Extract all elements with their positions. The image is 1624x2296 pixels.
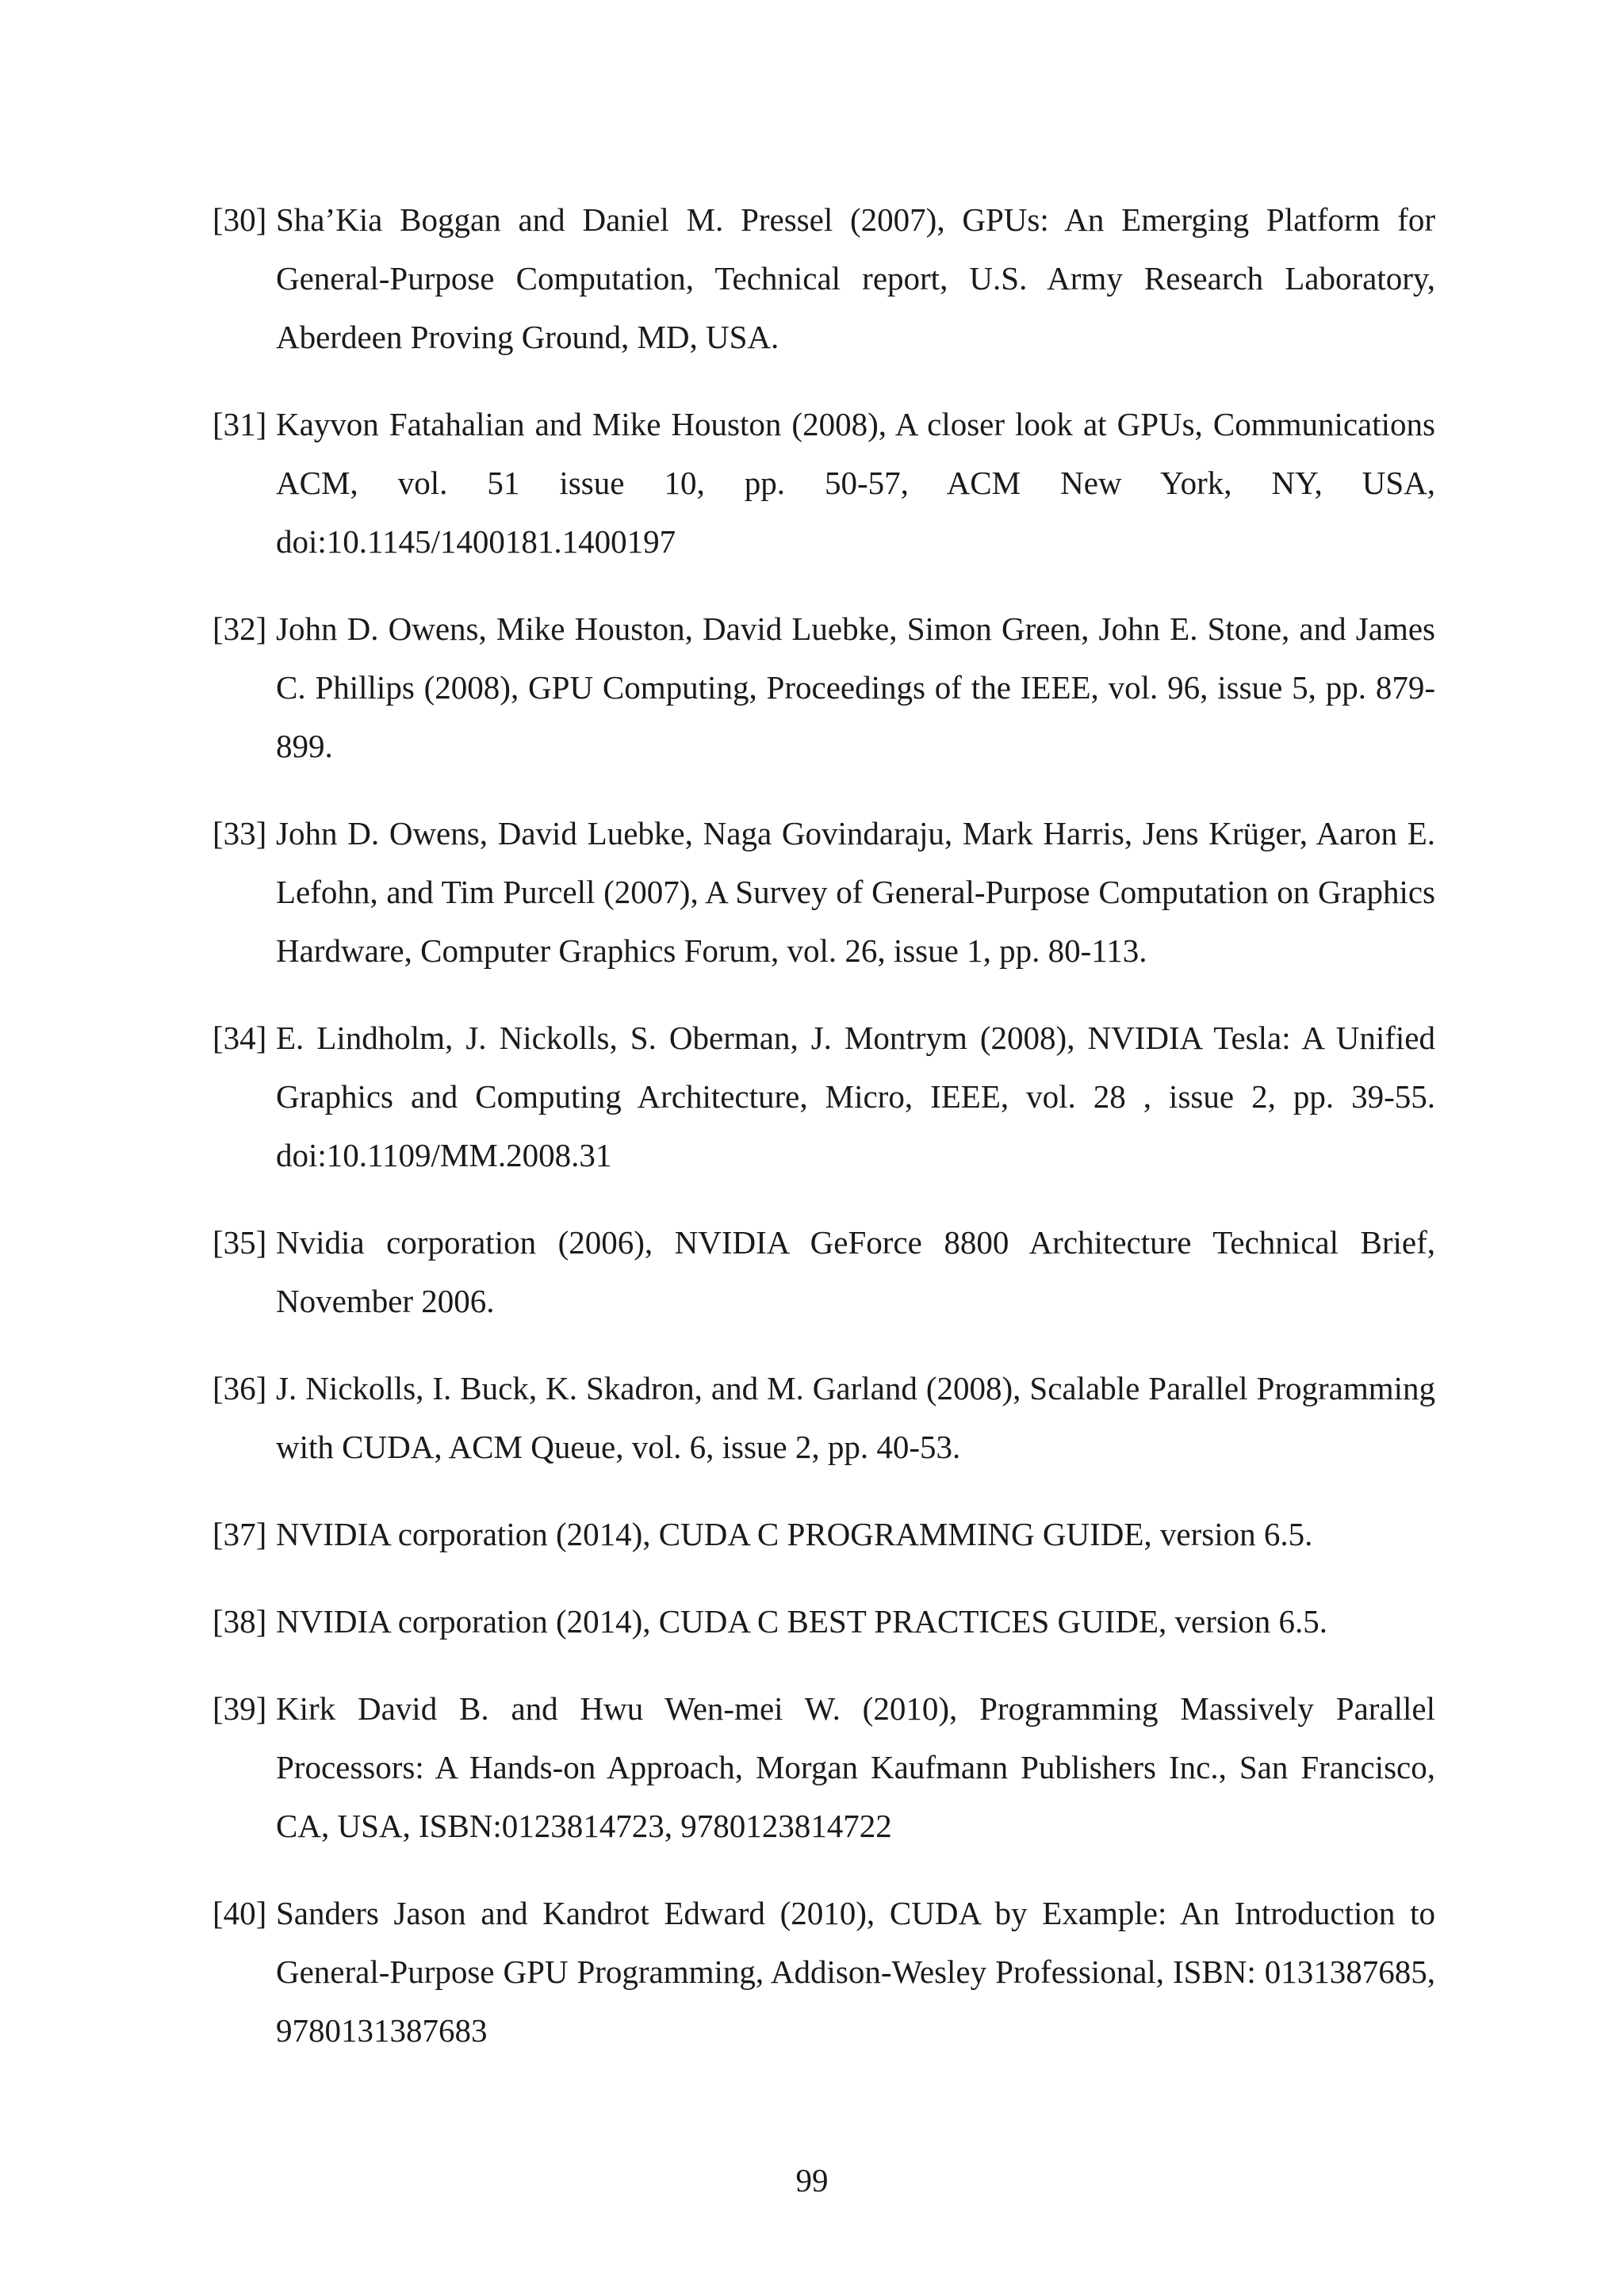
reference-item [213, 1884, 1435, 2060]
reference-number: [32] [213, 610, 267, 647]
reference-item [213, 1679, 1435, 1855]
reference-number: [34] [213, 1020, 267, 1056]
reference-text: Nvidia corporation (2006), NVIDIA GeForce 8800 Architecture Technical Brief, November 2006. [276, 1224, 1435, 1319]
reference-number: [30] [213, 201, 267, 238]
reference-item [213, 1359, 1435, 1476]
reference-number: [39] [213, 1690, 267, 1727]
reference-item [213, 1505, 1435, 1563]
reference-number: [33] [213, 815, 267, 851]
reference-number: [40] [213, 1895, 267, 1931]
reference-text: Sha’Kia Boggan and Daniel M. Pressel (2007), GPUs: An Emerging Platform for General-Purpose Computation, Technical report, U.S. Army Research Laboratory, Aberdeen Proving Ground, MD, USA. [276, 201, 1435, 355]
reference-text: Kayvon Fatahalian and Mike Houston (2008), A closer look at GPUs, Communications ACM, vol. 51 issue 10, pp. 50-57, ACM New York, NY, USA, doi:10.1145/1400181.1400197 [276, 406, 1435, 560]
reference-number: [38] [213, 1603, 267, 1640]
reference-text: E. Lindholm, J. Nickolls, S. Oberman, J. Montrym (2008), NVIDIA Tesla: A Unified Graphics and Computing Architecture, Micro, IEEE, vol. 28 , issue 2, pp. 39-55. doi:10.1109/MM.2008.31 [276, 1020, 1435, 1173]
reference-list [213, 190, 1435, 2088]
reference-text: John D. Owens, Mike Houston, David Luebke, Simon Green, John E. Stone, and James C. Phillips (2008), GPU Computing, Proceedings of the IEEE, vol. 96, issue 5, pp. 879-899. [276, 610, 1435, 764]
reference-number: [31] [213, 406, 267, 442]
reference-item [213, 804, 1435, 980]
reference-number: [35] [213, 1224, 267, 1261]
reference-text: J. Nickolls, I. Buck, K. Skadron, and M. Garland (2008), Scalable Parallel Programming with CUDA, ACM Queue, vol. 6, issue 2, pp. 40-53. [276, 1370, 1435, 1465]
reference-item [213, 1008, 1435, 1184]
reference-item [213, 395, 1435, 571]
reference-text: NVIDIA corporation (2014), CUDA C PROGRAMMING GUIDE, version 6.5. [276, 1516, 1313, 1552]
reference-number: [36] [213, 1370, 267, 1406]
reference-item [213, 1213, 1435, 1330]
page-number: 99 [795, 2162, 829, 2198]
reference-text: Kirk David B. and Hwu Wen-mei W. (2010), Programming Massively Parallel Processors: A Hands-on Approach, Morgan Kaufmann Publishers Inc., San Francisco, CA, USA, ISBN:0123814723, 9780123814722 [276, 1690, 1435, 1844]
reference-text: Sanders Jason and Kandrot Edward (2010), CUDA by Example: An Introduction to General-Purpose GPU Programming, Addison-Wesley Professional, ISBN: 0131387685, 9780131387683 [276, 1895, 1435, 2049]
reference-number: [37] [213, 1516, 267, 1552]
reference-item [213, 190, 1435, 366]
reference-item [213, 1592, 1435, 1651]
reference-item [213, 599, 1435, 775]
reference-text: John D. Owens, David Luebke, Naga Govindaraju, Mark Harris, Jens Krüger, Aaron E. Lefohn, and Tim Purcell (2007), A Survey of General-Purpose Computation on Graphics Hardware, Computer Graphics Forum, vol. 26, issue 1, pp. 80-113. [276, 815, 1435, 969]
reference-text: NVIDIA corporation (2014), CUDA C BEST PRACTICES GUIDE, version 6.5. [276, 1603, 1327, 1640]
